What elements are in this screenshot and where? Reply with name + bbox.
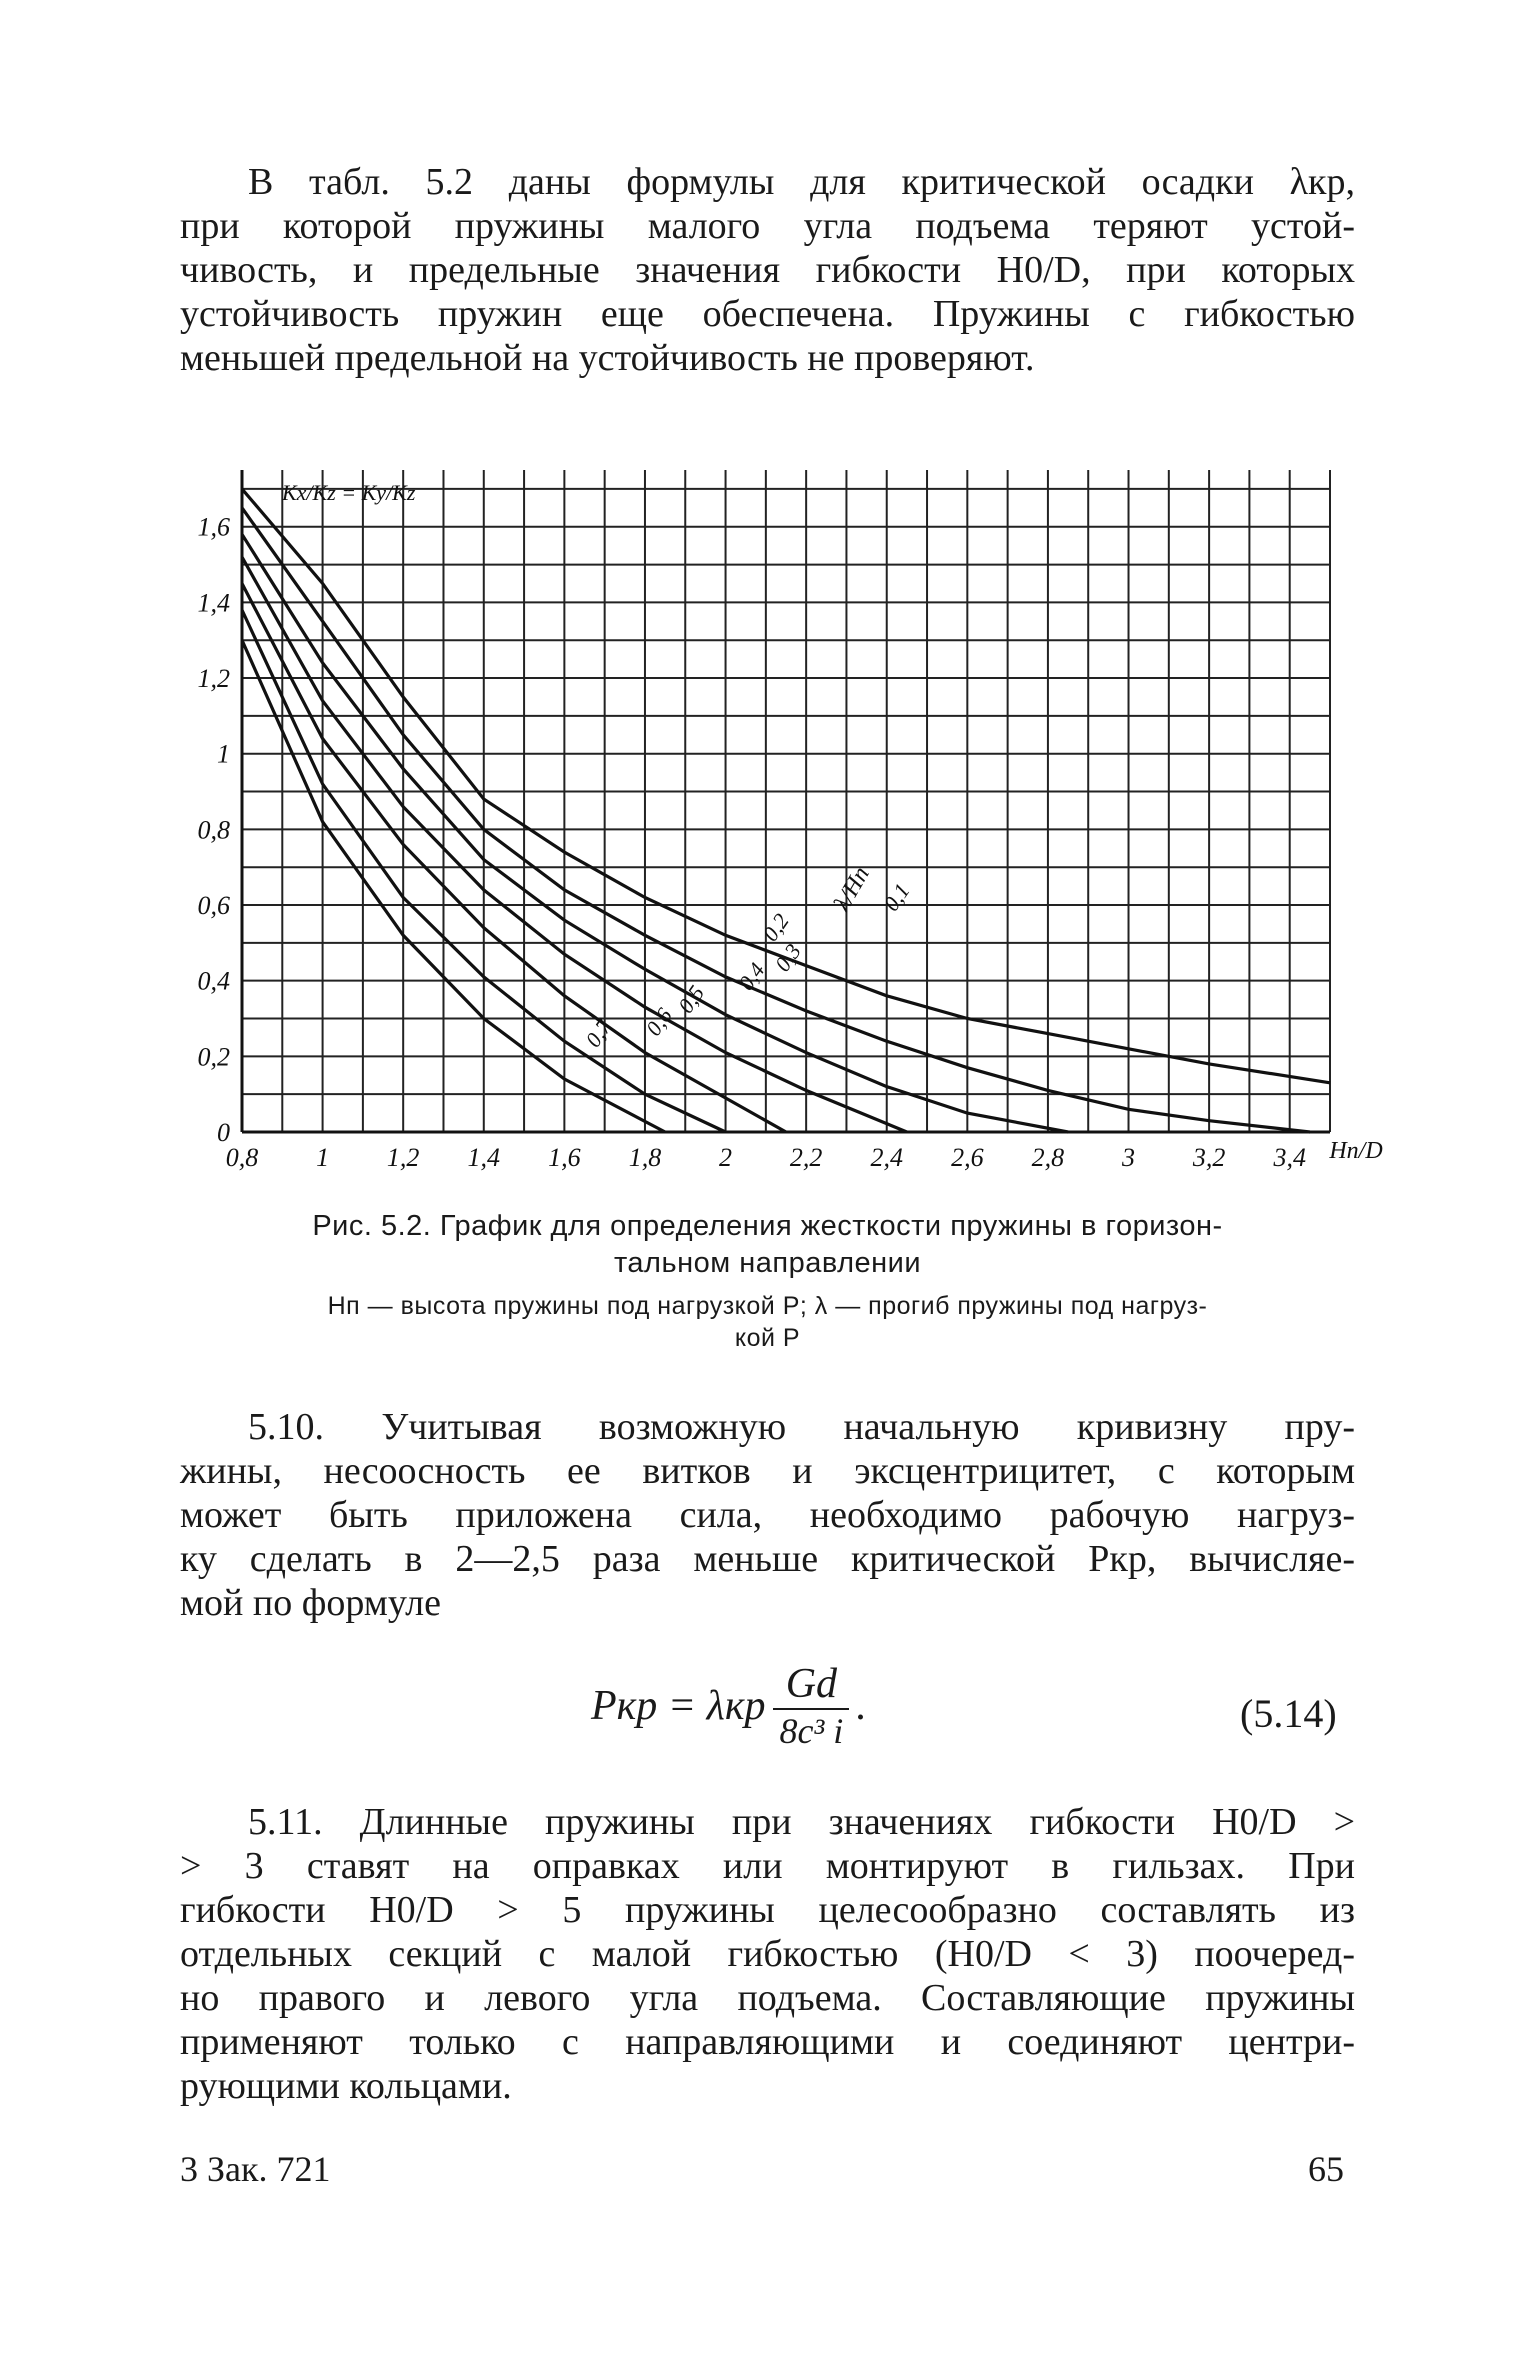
text-line: при которой пружины малого угла подъема теряют устой- (180, 205, 1355, 247)
page-number: 65 (1308, 2149, 1344, 2189)
y-tick-label: 0,8 (197, 815, 230, 845)
curve-lambda-0-1 (242, 489, 1330, 1083)
x-tick-label: 1,2 (386, 1143, 420, 1172)
chart-labels (198, 480, 1383, 1172)
formula-lhs: Pкр = λкр (591, 1683, 766, 1729)
stiffness-chart (170, 450, 1383, 1190)
y-tick-label: 1,2 (197, 664, 230, 694)
x-tick-label: 3,2 (1192, 1143, 1226, 1172)
text-line: мой по формуле (180, 1582, 441, 1624)
text-line: может быть приложена сила, необходимо рабочую нагруз- (180, 1494, 1355, 1536)
y-tick-label: 1,6 (197, 512, 230, 542)
x-tick-label: 1 (316, 1143, 330, 1172)
series-label: 0,3 (769, 939, 806, 976)
x-tick-label: 1,8 (628, 1143, 662, 1172)
curve-lambda-0-3 (242, 534, 1068, 1132)
series-label: 0,5 (672, 980, 710, 1018)
text-line: В табл. 5.2 даны формулы для критической осадки λкр, (248, 161, 1355, 203)
formula-number: (5.14) (1240, 1691, 1337, 1736)
text-line: рующими кольцами. (180, 2065, 512, 2107)
text-line: ку сделать в 2—2,5 раза меньше критической Pкр, вычисляе- (180, 1538, 1355, 1580)
x-tick-label: 2,4 (870, 1143, 903, 1172)
caption-note-line: кой P (734, 1324, 801, 1352)
caption-line: тальном направлении (613, 1247, 922, 1279)
formula-numerator: Gd (773, 1660, 849, 1709)
paragraph-intro (180, 160, 1355, 380)
chart-grid (242, 470, 1330, 1132)
y-tick-label: 0,2 (197, 1042, 230, 1072)
footer-signature: 3 Зак. 721 (180, 2149, 331, 2189)
text-line: 5.10. Учитывая возможную начальную кривизну пру- (248, 1406, 1355, 1448)
formula-denominator: 8c³ i (779, 1711, 844, 1751)
text-line: применяют только с направляющими и соединяют центри- (180, 2021, 1355, 2063)
text-line: 5.11. Длинные пружины при значениях гибкости H0/D > (248, 1801, 1355, 1843)
paragraph-5-10 (180, 1405, 1355, 1625)
chart-curves (242, 489, 1330, 1132)
formula-5-14 (590, 1660, 867, 1752)
x-tick-label: 2 (719, 1143, 733, 1172)
text-line: устойчивость пружин еще обеспечена. Пружины с гибкостью (180, 293, 1355, 335)
curve-lambda-0-4 (242, 557, 907, 1132)
figure-caption (180, 1208, 1355, 1282)
series-label: 0,7 (580, 1014, 617, 1052)
series-label: 0,1 (878, 878, 915, 916)
x-tick-label: 3,4 (1273, 1143, 1306, 1172)
y-tick-label: 0,4 (197, 966, 230, 996)
y-axis-label: Kx/Kz = Ky/Kz (282, 480, 416, 505)
series-label: 0,4 (733, 958, 770, 995)
text-line: но правого и левого угла подъема. Составляющие пружины (180, 1977, 1355, 2019)
x-tick-label: 2,8 (1031, 1143, 1065, 1172)
curve-lambda-0-7 (242, 640, 665, 1132)
text-line: меньшей предельной на устойчивость не проверяют. (180, 337, 1035, 379)
text-line: чивость, и предельные значения гибкости H0/D, при которых (180, 249, 1355, 291)
x-axis-label: Hп/D (1329, 1138, 1383, 1164)
x-tick-label: 3 (1122, 1143, 1136, 1172)
y-tick-label: 0 (217, 1118, 230, 1147)
formula-tail: . (855, 1683, 866, 1729)
x-tick-label: 1,6 (548, 1143, 581, 1172)
paragraph-5-11 (180, 1800, 1355, 2108)
figure-note (180, 1290, 1355, 1354)
x-tick-label: 2,2 (789, 1143, 823, 1172)
series-label: 0,2 (757, 908, 794, 946)
x-tick-label: 1,4 (467, 1143, 501, 1172)
x-tick-label: 2,6 (951, 1143, 984, 1172)
text-line: жины, несоосность ее витков и эксцентрицитет, с которым (180, 1450, 1355, 1492)
legend-label: λ/Hп (829, 862, 875, 916)
text-line: гибкости H0/D > 5 пружины целесообразно составлять из (180, 1889, 1355, 1931)
text-line: отдельных секций с малой гибкостью (H0/D < 3) поочеред- (180, 1933, 1355, 1975)
x-tick-label: 0,8 (225, 1143, 259, 1172)
series-label: 0,6 (640, 1003, 677, 1041)
y-tick-label: 0,6 (197, 891, 230, 921)
text-line: > 3 ставят на оправках или монтируют в гильзах. При (180, 1845, 1355, 1887)
caption-line: Рис. 5.2. График для определения жесткости пружины в горизон- (312, 1210, 1223, 1242)
y-tick-label: 1 (217, 739, 230, 769)
caption-note-line: Hп — высота пружины под нагрузкой P; λ — прогиб пружины под нагруз- (327, 1292, 1208, 1320)
y-tick-label: 1,4 (197, 588, 230, 618)
